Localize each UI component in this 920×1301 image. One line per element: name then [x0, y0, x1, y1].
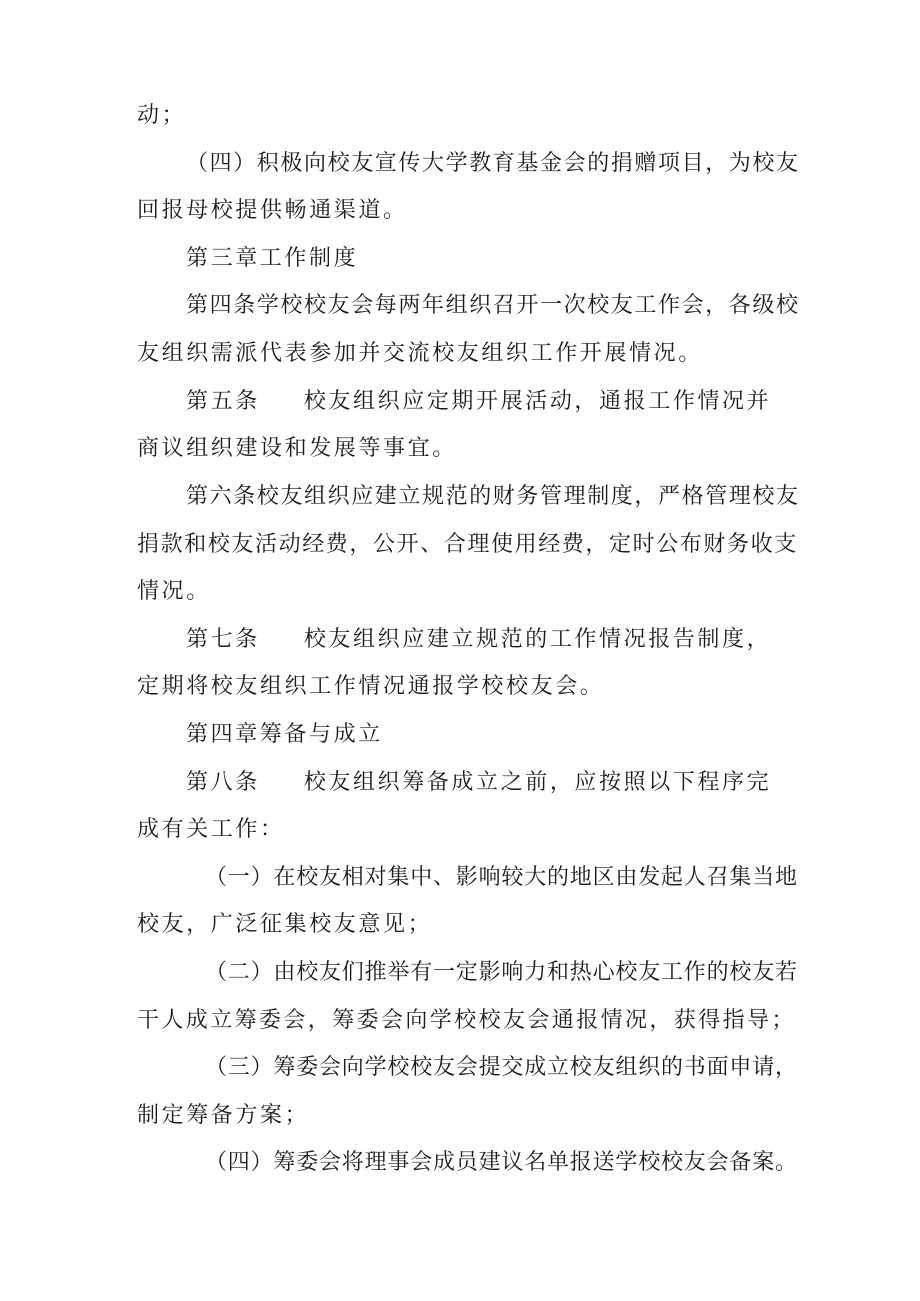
line-text: 情况。	[137, 579, 211, 604]
line-text: 校友组织应定期开展活动，通报工作情况并	[303, 389, 772, 414]
line-text: 校友组织应建立规范的工作情况报告制度，	[303, 627, 772, 652]
line-text: 回报母校提供畅通渠道。	[137, 198, 408, 223]
line-text: 商议组织建设和发展等事宜。	[137, 436, 457, 461]
line-text: 干人成立筹委会，筹委会向学校校友会通报情况，获得指导；	[137, 1008, 796, 1033]
line-text: （二）由校友们推举有一定影响力和热心校友工作的校友若	[205, 960, 798, 985]
article-line	[186, 768, 771, 798]
text-line	[205, 863, 798, 893]
line-text: 捐款和校友活动经费，公开、合理使用经费，定时公布财务收支	[137, 532, 798, 557]
article-number: 第五条	[186, 389, 260, 414]
text-line	[137, 672, 604, 702]
text-line	[137, 434, 457, 464]
text-line	[137, 815, 285, 845]
text-line	[205, 958, 798, 988]
chapter-heading	[186, 244, 358, 274]
line-text: 制定筹备方案；	[137, 1103, 310, 1128]
text-line	[137, 577, 211, 607]
text-line	[186, 291, 800, 321]
text-line	[137, 101, 186, 131]
text-line	[205, 1053, 798, 1083]
line-text: 动；	[137, 103, 187, 128]
text-line	[137, 196, 408, 226]
line-text: （三）筹委会向学校校友会提交成立校友组织的书面申请，	[205, 1055, 798, 1080]
text-line	[137, 1006, 796, 1036]
line-text: 定期将校友组织工作情况通报学校校友会。	[137, 674, 605, 699]
line-text: （四）筹委会将理事会成员建议名单报送学校校友会备案。	[205, 1150, 798, 1175]
line-text: 校友，广泛征集校友意见；	[137, 912, 433, 937]
article-number: 第七条	[186, 627, 260, 652]
line-text: 成有关工作：	[137, 817, 285, 842]
text-line	[137, 530, 798, 560]
line-text: 第四章筹备与成立	[186, 722, 383, 747]
article-number: 第八条	[186, 770, 260, 795]
line-text: 友组织需派代表参加并交流校友组织工作开展情况。	[137, 341, 703, 366]
line-text: 第三章工作制度	[186, 246, 359, 271]
text-line	[205, 1148, 798, 1178]
line-text: 校友组织筹备成立之前，应按照以下程序完	[303, 770, 772, 795]
text-line	[137, 339, 703, 369]
line-text: 第六条校友组织应建立规范的财务管理制度，严格管理校友	[186, 484, 800, 509]
text-line	[186, 149, 800, 179]
article-line	[186, 387, 771, 417]
text-line	[186, 482, 800, 512]
article-line	[186, 625, 771, 655]
text-line	[137, 910, 432, 940]
chapter-heading	[186, 720, 383, 750]
line-text: （一）在校友相对集中、影响较大的地区由发起人召集当地	[205, 865, 798, 890]
line-text: 第四条学校校友会每两年组织召开一次校友工作会，各级校	[186, 293, 800, 318]
text-line	[137, 1101, 309, 1131]
line-text: （四）积极向校友宣传大学教育基金会的捐赠项目，为校友	[186, 151, 800, 176]
